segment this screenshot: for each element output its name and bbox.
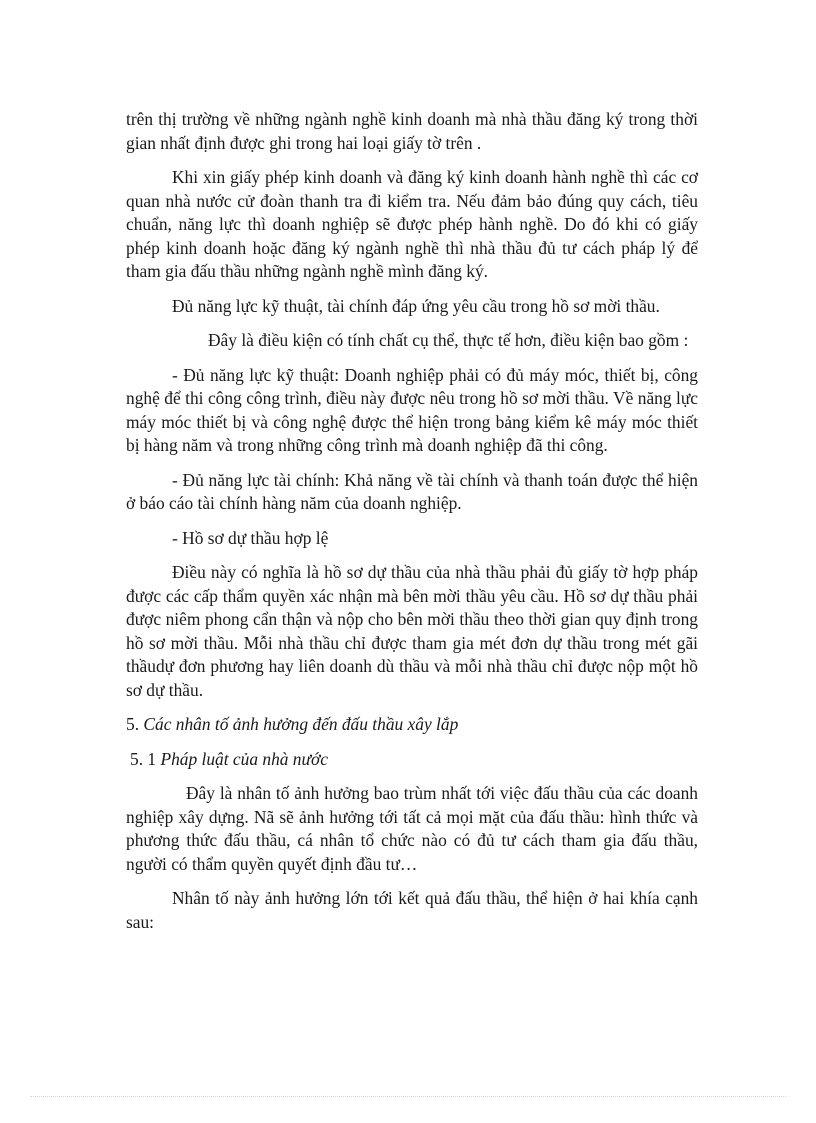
section-number: 5. — [126, 714, 140, 734]
paragraph-4: Đây là điều kiện có tính chất cụ thể, thực tế hơn, điều kiện bao gồm : — [208, 330, 689, 350]
footer-divider — [30, 1096, 786, 1097]
paragraph-2: Khi xin giấy phép kinh doanh và đăng ký kinh doanh hành nghề thì các cơ quan nhà nước cử đoàn thanh tra đi kiểm tra. Nếu đảm bảo đúng quy cách, tiêu chuẩn, năng lực thì doanh nghiệp sẽ được phép hành nghề. Do đó khi có giấy phép kinh doanh hoặc đăng ký ngành nghề thì nhà thầu đủ tư cách pháp lý để tham gia đấu thầu những ngành nghề mình đăng ký. — [126, 167, 698, 281]
paragraph-7: - Hồ sơ dự thầu hợp lệ — [172, 527, 329, 548]
paragraph-5: - Đủ năng lực kỹ thuật: Doanh nghiệp phải có đủ máy móc, thiết bị, công nghệ để thi công công trình, điều này được nêu trong hồ sơ mời thầu. Về năng lực máy móc thiết bị và công nghệ được thể hiện trong bảng kiểm kê máy móc thiết bị hàng năm và trong những công trình mà doanh nghiệp đã thi công. — [126, 364, 698, 455]
paragraph-6: - Đủ năng lực tài chính: Khả năng về tài chính và thanh toán được thể hiện ở báo cáo tài chính hàng năm của doanh nghiệp. — [126, 469, 698, 513]
paragraph-9: Đây là nhân tố ảnh hưởng bao trùm nhất tới việc đấu thầu của các doanh nghiệp xây dựng. Nã sẽ ảnh hưởng tới tất cả mọi mặt của đấu thầu: hình thức và phương thức đấu thầu, cá nhân tổ chức nào có đủ tư cách tham gia đấu thầu, người có thẩm quyền quyết định đầu tư… — [126, 783, 698, 874]
subsection-title: Pháp luật của nhà nước — [160, 748, 328, 769]
paragraph-8: Điều này có nghĩa là hồ sơ dự thầu của nhà thầu phải đủ giấy tờ hợp pháp được các cấp thẩm quyền xác nhận mà bên mời thầu yêu cầu. Hồ sơ dự thầu phải được niêm phong cẩn thận và nộp cho bên mời thầu theo thời gian quy định trong hồ sơ mời thầu. Mỗi nhà thầu chỉ được tham gia mét đơn dự thầu trong mét gãi thầudự đơn phương hay liên doanh dù thầu và mỗi nhà thầu chỉ được nộp một hồ sơ dự thầu. — [126, 562, 698, 700]
paragraph-1: trên thị trường về những ngành nghề kinh doanh mà nhà thầu đăng ký trong thời gian nhất định được ghi trong hai loại giấy tờ trên . — [126, 109, 698, 153]
document-body — [126, 108, 698, 945]
section-heading-5 — [126, 713, 698, 737]
section-heading-5-1 — [126, 748, 698, 772]
paragraph-3: Đủ năng lực kỹ thuật, tài chính đáp ứng yêu cầu trong hồ sơ mời thầu. — [172, 295, 660, 316]
section-title: Các nhân tố ảnh hưởng đến đấu thầu xây lắp — [143, 714, 459, 734]
paragraph-10: Nhân tố này ảnh hưởng lớn tới kết quả đấu thầu, thể hiện ở hai khía cạnh sau: — [126, 888, 698, 932]
subsection-number: 5. 1 — [130, 748, 157, 769]
